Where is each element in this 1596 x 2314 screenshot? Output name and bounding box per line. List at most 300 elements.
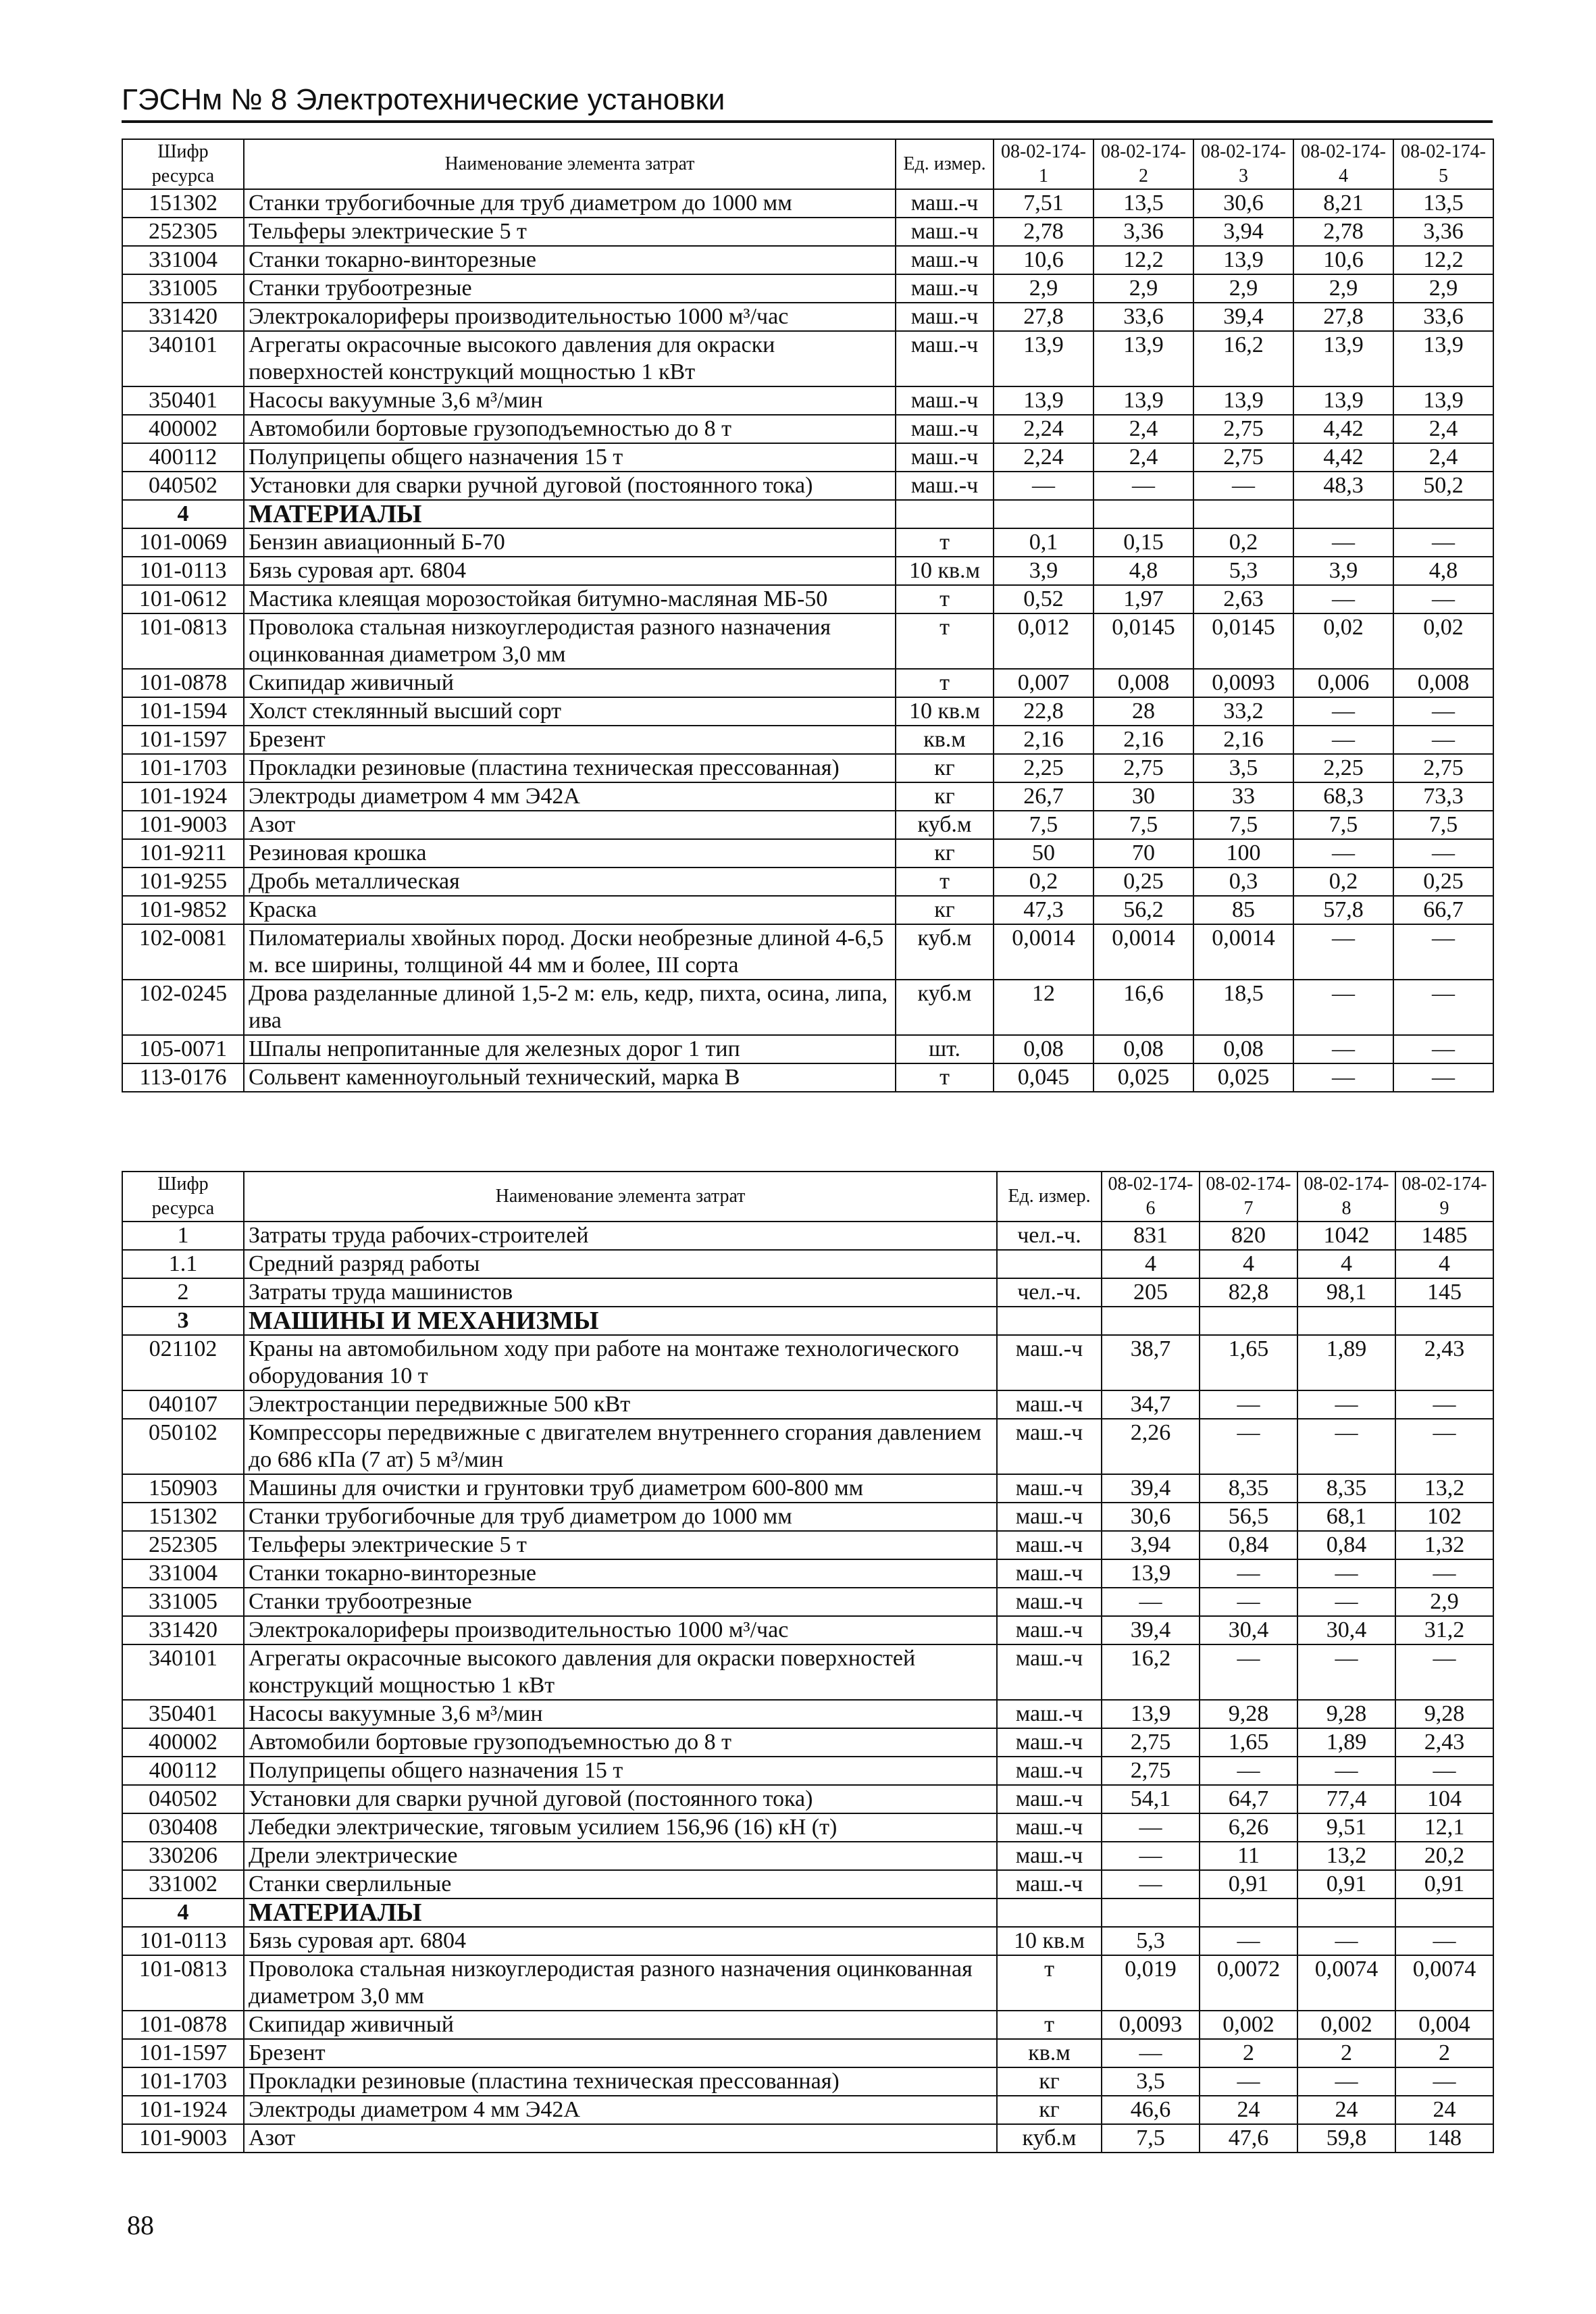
col-header-norm: 08-02-174-7 xyxy=(1200,1172,1297,1222)
resource-name-cell: Агрегаты окрасочные высокого давления для окраски поверхностей конструкций мощностью 1 кВт xyxy=(244,331,896,386)
resource-code-cell: 350401 xyxy=(122,1700,244,1728)
resource-code-cell: 331005 xyxy=(122,1588,244,1616)
unit-cell: маш.-ч xyxy=(997,1813,1102,1842)
norm-value-cell: — xyxy=(1293,1035,1393,1063)
resource-code-cell: 340101 xyxy=(122,331,244,386)
norm-value-cell: — xyxy=(1393,1063,1493,1092)
unit-cell: маш.-ч xyxy=(997,1785,1102,1813)
unit-cell xyxy=(997,1898,1102,1927)
norm-value-cell: 0,84 xyxy=(1200,1531,1297,1559)
norm-value-cell: 33 xyxy=(1193,782,1293,811)
norm-value-cell: 56,5 xyxy=(1200,1503,1297,1531)
norm-value-cell: 0,1 xyxy=(994,528,1093,557)
table-row xyxy=(122,1870,1493,1898)
unit-cell: кв.м xyxy=(997,2039,1102,2067)
table-row xyxy=(122,274,1493,303)
norm-value-cell: 22,8 xyxy=(994,697,1093,726)
norm-value-cell: 0,006 xyxy=(1293,669,1393,697)
col-header-code: Шифр ресурса xyxy=(122,1172,244,1222)
norm-value-cell: 13,9 xyxy=(1193,246,1293,274)
table-row xyxy=(122,585,1493,613)
resource-code-cell: 331004 xyxy=(122,1559,244,1588)
resource-name-cell: Скипидар живичный xyxy=(244,669,896,697)
col-header-norm: 08-02-174-4 xyxy=(1293,139,1393,189)
unit-cell: маш.-ч xyxy=(997,1588,1102,1616)
norm-value-cell: 104 xyxy=(1395,1785,1493,1813)
norm-value-cell: — xyxy=(1297,1390,1395,1419)
norm-value-cell: 145 xyxy=(1395,1278,1493,1307)
norm-value-cell: 7,5 xyxy=(1193,811,1293,839)
norm-value-cell: 3,5 xyxy=(1193,754,1293,782)
table-row xyxy=(122,867,1493,896)
norm-value-cell: 8,21 xyxy=(1293,189,1393,218)
resource-code-cell: 330206 xyxy=(122,1842,244,1870)
norm-value-cell: 0,025 xyxy=(1093,1063,1193,1092)
norm-value-cell: 50,2 xyxy=(1393,472,1493,500)
norm-value-cell: — xyxy=(1393,697,1493,726)
norm-value-cell xyxy=(1293,500,1393,528)
norm-value-cell: — xyxy=(1395,1927,1493,1955)
resource-name-cell: Станки трубогибочные для труб диаметром до 1000 мм xyxy=(244,1503,997,1531)
resource-code-cell: 101-9003 xyxy=(122,2124,244,2153)
norm-value-cell: 0,0074 xyxy=(1297,1955,1395,2011)
section-header-row xyxy=(122,500,1493,528)
norm-value-cell: 0,52 xyxy=(994,585,1093,613)
unit-cell: т xyxy=(997,2011,1102,2039)
resource-name-cell: Электроды диаметром 4 мм Э42А xyxy=(244,2096,997,2124)
norm-value-cell: — xyxy=(1297,1927,1395,1955)
resource-name-cell: Мастика клеящая морозостойкая битумно-масляная МБ-50 xyxy=(244,585,896,613)
norm-value-cell: 2,16 xyxy=(1193,726,1293,754)
resource-name-cell: Станки токарно-винторезные xyxy=(244,246,896,274)
norm-value-cell: 13,9 xyxy=(1102,1559,1200,1588)
norm-value-cell: 12,2 xyxy=(1393,246,1493,274)
norm-value-cell: — xyxy=(1102,1588,1200,1616)
norm-value-cell: 102 xyxy=(1395,1503,1493,1531)
resource-code-cell: 3 xyxy=(122,1307,244,1335)
norm-value-cell: 2,75 xyxy=(1093,754,1193,782)
col-header-norm: 08-02-174-9 xyxy=(1395,1172,1493,1222)
norm-value-cell: — xyxy=(1393,924,1493,980)
norm-value-cell: 2,75 xyxy=(1102,1757,1200,1785)
norm-value-cell: — xyxy=(1200,1559,1297,1588)
resource-code-cell: 151302 xyxy=(122,1503,244,1531)
resource-code-cell: 101-9003 xyxy=(122,811,244,839)
norm-value-cell: 16,2 xyxy=(1102,1644,1200,1700)
norm-value-cell: 85 xyxy=(1193,896,1293,924)
norm-value-cell: 34,7 xyxy=(1102,1390,1200,1419)
table-row xyxy=(122,1503,1493,1531)
resource-name-cell: Брезент xyxy=(244,2039,997,2067)
norm-value-cell xyxy=(994,500,1093,528)
norm-value-cell: 148 xyxy=(1395,2124,1493,2153)
norm-value-cell: — xyxy=(1293,924,1393,980)
table-row xyxy=(122,557,1493,585)
table-row xyxy=(122,839,1493,867)
norm-value-cell: 1485 xyxy=(1395,1222,1493,1250)
unit-cell: маш.-ч xyxy=(997,1700,1102,1728)
norm-value-cell: 0,08 xyxy=(1093,1035,1193,1063)
norm-value-cell: 2 xyxy=(1395,2039,1493,2067)
resource-code-cell: 021102 xyxy=(122,1335,244,1390)
resource-table-1 xyxy=(122,139,1494,1092)
norm-value-cell: 28 xyxy=(1093,697,1193,726)
resource-code-cell: 331004 xyxy=(122,246,244,274)
table-row xyxy=(122,896,1493,924)
col-header-norm: 08-02-174-2 xyxy=(1093,139,1193,189)
norm-value-cell: 4,42 xyxy=(1293,443,1393,472)
norm-value-cell: 46,6 xyxy=(1102,2096,1200,2124)
norm-value-cell: 13,9 xyxy=(1293,386,1393,415)
table-row xyxy=(122,1035,1493,1063)
norm-value-cell: 0,0014 xyxy=(1093,924,1193,980)
norm-value-cell: 4 xyxy=(1102,1250,1200,1278)
norm-value-cell: 0,0145 xyxy=(1093,613,1193,669)
resource-name-cell: Электроды диаметром 4 мм Э42А xyxy=(244,782,896,811)
norm-value-cell: 0,0093 xyxy=(1102,2011,1200,2039)
table-row xyxy=(122,697,1493,726)
resource-code-cell: 400112 xyxy=(122,1757,244,1785)
norm-value-cell: 2,4 xyxy=(1393,415,1493,443)
norm-value-cell: — xyxy=(1297,1419,1395,1474)
unit-cell: т xyxy=(896,585,994,613)
norm-value-cell: 0,025 xyxy=(1193,1063,1293,1092)
norm-value-cell: — xyxy=(1200,1390,1297,1419)
table-row xyxy=(122,1335,1493,1390)
norm-value-cell: — xyxy=(1200,1419,1297,1474)
col-header-name: Наименование элемента затрат xyxy=(244,139,896,189)
norm-value-cell: 0,007 xyxy=(994,669,1093,697)
norm-value-cell: 33,2 xyxy=(1193,697,1293,726)
unit-cell: маш.-ч xyxy=(896,303,994,331)
norm-value-cell: 0,045 xyxy=(994,1063,1093,1092)
unit-cell: кг xyxy=(896,782,994,811)
resource-name-cell: Машины для очистки и грунтовки труб диаметром 600-800 мм xyxy=(244,1474,997,1503)
norm-value-cell: 2 xyxy=(1200,2039,1297,2067)
norm-value-cell: 2,78 xyxy=(994,218,1093,246)
resource-name-cell: Компрессоры передвижные с двигателем внутреннего сгорания давлением до 686 кПа (7 ат) 5 м³/мин xyxy=(244,1419,997,1474)
norm-value-cell xyxy=(1297,1307,1395,1335)
unit-cell: маш.-ч xyxy=(896,415,994,443)
unit-cell: маш.-ч xyxy=(896,331,994,386)
resource-name-cell: Затраты труда рабочих-строителей xyxy=(244,1222,997,1250)
resource-code-cell: 101-9255 xyxy=(122,867,244,896)
norm-value-cell: 2,75 xyxy=(1193,443,1293,472)
resource-name-cell: Азот xyxy=(244,811,896,839)
norm-value-cell: 9,28 xyxy=(1395,1700,1493,1728)
resource-name-cell: Резиновая крошка xyxy=(244,839,896,867)
resource-name-cell: Автомобили бортовые грузоподъемностью до 8 т xyxy=(244,415,896,443)
table-row xyxy=(122,1278,1493,1307)
norm-value-cell: 70 xyxy=(1093,839,1193,867)
norm-value-cell: 1042 xyxy=(1297,1222,1395,1250)
norm-value-cell: — xyxy=(1393,528,1493,557)
table-row xyxy=(122,1419,1493,1474)
resource-name-cell: Дрова разделанные длиной 1,5-2 м: ель, кедр, пихта, осина, липа, ива xyxy=(244,980,896,1035)
norm-value-cell: 33,6 xyxy=(1093,303,1193,331)
norm-value-cell: 2,24 xyxy=(994,415,1093,443)
resource-code-cell: 331002 xyxy=(122,1870,244,1898)
table-row xyxy=(122,1588,1493,1616)
resource-code-cell: 101-0069 xyxy=(122,528,244,557)
unit-cell: маш.-ч xyxy=(997,1644,1102,1700)
norm-value-cell: 0,91 xyxy=(1395,1870,1493,1898)
norm-value-cell: 47,3 xyxy=(994,896,1093,924)
unit-cell xyxy=(997,1307,1102,1335)
norm-value-cell: — xyxy=(1393,1035,1493,1063)
norm-value-cell: 30 xyxy=(1093,782,1193,811)
resource-code-cell: 331420 xyxy=(122,303,244,331)
resource-name-cell: Полуприцепы общего назначения 15 т xyxy=(244,1757,997,1785)
norm-value-cell: 3,9 xyxy=(994,557,1093,585)
table-row xyxy=(122,1813,1493,1842)
norm-value-cell: 16,2 xyxy=(1193,331,1293,386)
norm-value-cell xyxy=(1193,500,1293,528)
resource-name-cell: Дрели электрические xyxy=(244,1842,997,1870)
table-row xyxy=(122,811,1493,839)
page-number: 88 xyxy=(127,2210,154,2240)
resource-name-cell: Насосы вакуумные 3,6 м³/мин xyxy=(244,1700,997,1728)
page-header xyxy=(122,80,1493,123)
norm-value-cell: 7,5 xyxy=(1093,811,1193,839)
norm-value-cell: — xyxy=(1293,726,1393,754)
norm-value-cell: 8,35 xyxy=(1200,1474,1297,1503)
norm-value-cell: 2,26 xyxy=(1102,1419,1200,1474)
resource-name-cell: Бязь суровая арт. 6804 xyxy=(244,1927,997,1955)
resource-name-cell: Прокладки резиновые (пластина техническая прессованная) xyxy=(244,2067,997,2096)
resource-name-cell: Станки токарно-винторезные xyxy=(244,1559,997,1588)
norm-value-cell: 0,0145 xyxy=(1193,613,1293,669)
norm-value-cell: 2,43 xyxy=(1395,1335,1493,1390)
resource-name-cell: Тельферы электрические 5 т xyxy=(244,218,896,246)
resource-code-cell: 105-0071 xyxy=(122,1035,244,1063)
norm-value-cell: 13,9 xyxy=(1193,386,1293,415)
resource-name-cell: Прокладки резиновые (пластина техническая прессованная) xyxy=(244,754,896,782)
norm-value-cell: 4 xyxy=(1297,1250,1395,1278)
norm-value-cell: 7,5 xyxy=(1293,811,1393,839)
resource-name-cell: Установки для сварки ручной дуговой (постоянного тока) xyxy=(244,1785,997,1813)
resource-code-cell: 101-0813 xyxy=(122,1955,244,2011)
table-row xyxy=(122,472,1493,500)
unit-cell xyxy=(997,1250,1102,1278)
norm-value-cell: 64,7 xyxy=(1200,1785,1297,1813)
norm-value-cell: 10,6 xyxy=(1293,246,1393,274)
norm-value-cell: 0,004 xyxy=(1395,2011,1493,2039)
norm-value-cell: 0,0093 xyxy=(1193,669,1293,697)
resource-name-cell: Пиломатериалы хвойных пород. Доски необрезные длиной 4-6,5 м. все ширины, толщиной 44 мм и более, III сорта xyxy=(244,924,896,980)
col-header-norm: 08-02-174-6 xyxy=(1102,1172,1200,1222)
unit-cell: маш.-ч xyxy=(997,1870,1102,1898)
section-header-row xyxy=(122,1307,1493,1335)
header-title: ГЭСНм № 8 Электротехнические установки xyxy=(122,83,725,116)
norm-value-cell: 3,94 xyxy=(1102,1531,1200,1559)
table-row xyxy=(122,613,1493,669)
norm-value-cell: — xyxy=(1297,2067,1395,2096)
unit-cell: маш.-ч xyxy=(997,1419,1102,1474)
norm-value-cell: 820 xyxy=(1200,1222,1297,1250)
norm-value-cell: 10,6 xyxy=(994,246,1093,274)
norm-value-cell: 0,008 xyxy=(1393,669,1493,697)
resource-name-cell: МАШИНЫ И МЕХАНИЗМЫ xyxy=(244,1307,997,1335)
norm-value-cell: — xyxy=(1193,472,1293,500)
norm-value-cell: 30,4 xyxy=(1297,1616,1395,1644)
norm-value-cell: — xyxy=(1200,1588,1297,1616)
resource-name-cell: Автомобили бортовые грузоподъемностью до 8 т xyxy=(244,1728,997,1757)
norm-value-cell: — xyxy=(1293,980,1393,1035)
norm-value-cell: — xyxy=(1393,726,1493,754)
norm-value-cell: 2,9 xyxy=(1293,274,1393,303)
norm-value-cell: — xyxy=(994,472,1093,500)
unit-cell: 10 кв.м xyxy=(896,557,994,585)
norm-value-cell: 2,16 xyxy=(1093,726,1193,754)
norm-value-cell: 4,8 xyxy=(1093,557,1193,585)
unit-cell xyxy=(896,500,994,528)
table-row xyxy=(122,528,1493,557)
unit-cell: кв.м xyxy=(896,726,994,754)
unit-cell: маш.-ч xyxy=(997,1503,1102,1531)
col-header-norm: 08-02-174-8 xyxy=(1297,1172,1395,1222)
table-header-row xyxy=(122,1172,1493,1222)
resource-name-cell: Станки трубоотрезные xyxy=(244,274,896,303)
norm-value-cell: 24 xyxy=(1200,2096,1297,2124)
unit-cell: маш.-ч xyxy=(997,1474,1102,1503)
table-row xyxy=(122,1222,1493,1250)
norm-value-cell: 3,5 xyxy=(1102,2067,1200,2096)
norm-value-cell: — xyxy=(1200,1644,1297,1700)
table-row xyxy=(122,754,1493,782)
norm-value-cell: 3,36 xyxy=(1093,218,1193,246)
table-row xyxy=(122,2039,1493,2067)
norm-value-cell: 3,36 xyxy=(1393,218,1493,246)
unit-cell: кг xyxy=(896,896,994,924)
unit-cell: 10 кв.м xyxy=(896,697,994,726)
table-row xyxy=(122,1390,1493,1419)
norm-value-cell: 2,25 xyxy=(994,754,1093,782)
norm-value-cell: 13,2 xyxy=(1297,1842,1395,1870)
norm-value-cell: 73,3 xyxy=(1393,782,1493,811)
resource-code-cell: 350401 xyxy=(122,386,244,415)
resource-name-cell: МАТЕРИАЛЫ xyxy=(244,1898,997,1927)
resource-name-cell: Сольвент каменноугольный технический, марка В xyxy=(244,1063,896,1092)
table-row xyxy=(122,1559,1493,1588)
norm-value-cell: — xyxy=(1297,1644,1395,1700)
col-header-unit: Ед. измер. xyxy=(896,139,994,189)
norm-value-cell: 1,32 xyxy=(1395,1531,1493,1559)
norm-value-cell: — xyxy=(1297,1588,1395,1616)
norm-value-cell xyxy=(1395,1307,1493,1335)
col-header-norm: 08-02-174-1 xyxy=(994,139,1093,189)
norm-value-cell: 7,5 xyxy=(1102,2124,1200,2153)
norm-value-cell: 13,2 xyxy=(1395,1474,1493,1503)
norm-value-cell: 7,5 xyxy=(994,811,1093,839)
norm-value-cell: 1,89 xyxy=(1297,1335,1395,1390)
norm-value-cell: 8,35 xyxy=(1297,1474,1395,1503)
norm-value-cell: 7,5 xyxy=(1393,811,1493,839)
table-row xyxy=(122,415,1493,443)
norm-value-cell: — xyxy=(1395,1390,1493,1419)
norm-value-cell: 4,8 xyxy=(1393,557,1493,585)
table-row xyxy=(122,1616,1493,1644)
table-row xyxy=(122,1063,1493,1092)
norm-value-cell: 4 xyxy=(1200,1250,1297,1278)
unit-cell: маш.-ч xyxy=(997,1757,1102,1785)
resource-name-cell: Дробь металлическая xyxy=(244,867,896,896)
resource-name-cell: Электрокалориферы производительностью 1000 м³/час xyxy=(244,1616,997,1644)
resource-code-cell: 150903 xyxy=(122,1474,244,1503)
resource-name-cell: Насосы вакуумные 3,6 м³/мин xyxy=(244,386,896,415)
unit-cell: куб.м xyxy=(997,2124,1102,2153)
norm-value-cell: — xyxy=(1393,839,1493,867)
norm-value-cell: 1,65 xyxy=(1200,1335,1297,1390)
unit-cell: 10 кв.м xyxy=(997,1927,1102,1955)
table-row xyxy=(122,303,1493,331)
norm-value-cell: 13,9 xyxy=(1102,1700,1200,1728)
table-row xyxy=(122,1785,1493,1813)
norm-value-cell: 2,24 xyxy=(994,443,1093,472)
resource-code-cell: 400002 xyxy=(122,1728,244,1757)
norm-value-cell xyxy=(1102,1307,1200,1335)
resource-code-cell: 331420 xyxy=(122,1616,244,1644)
norm-value-cell: — xyxy=(1395,2067,1493,2096)
resource-code-cell: 040502 xyxy=(122,472,244,500)
norm-value-cell: 2,9 xyxy=(994,274,1093,303)
unit-cell: маш.-ч xyxy=(896,274,994,303)
unit-cell: т xyxy=(896,528,994,557)
norm-value-cell: 20,2 xyxy=(1395,1842,1493,1870)
resource-code-cell: 1 xyxy=(122,1222,244,1250)
norm-value-cell: 2,78 xyxy=(1293,218,1393,246)
resource-code-cell: 101-9852 xyxy=(122,896,244,924)
norm-value-cell: 2,9 xyxy=(1395,1588,1493,1616)
table-row xyxy=(122,2011,1493,2039)
norm-value-cell xyxy=(1393,500,1493,528)
table-row xyxy=(122,189,1493,218)
resource-name-cell: Электростанции передвижные 500 кВт xyxy=(244,1390,997,1419)
norm-value-cell: 12,2 xyxy=(1093,246,1193,274)
norm-value-cell: 57,8 xyxy=(1293,896,1393,924)
norm-value-cell: 2,16 xyxy=(994,726,1093,754)
table-row xyxy=(122,1700,1493,1728)
norm-value-cell: 0,002 xyxy=(1200,2011,1297,2039)
norm-value-cell: 11 xyxy=(1200,1842,1297,1870)
resource-code-cell: 400002 xyxy=(122,415,244,443)
norm-value-cell: 39,4 xyxy=(1102,1474,1200,1503)
norm-value-cell: 3,94 xyxy=(1193,218,1293,246)
norm-value-cell: 5,3 xyxy=(1102,1927,1200,1955)
norm-value-cell: 4 xyxy=(1395,1250,1493,1278)
norm-value-cell: 4,42 xyxy=(1293,415,1393,443)
norm-value-cell xyxy=(1200,1898,1297,1927)
unit-cell: кг xyxy=(997,2067,1102,2096)
norm-value-cell xyxy=(1102,1898,1200,1927)
resource-table-2 xyxy=(122,1171,1494,2153)
resource-name-cell: Станки сверлильные xyxy=(244,1870,997,1898)
table-row xyxy=(122,1531,1493,1559)
resource-code-cell: 101-1597 xyxy=(122,726,244,754)
norm-value-cell: 0,08 xyxy=(994,1035,1093,1063)
norm-value-cell: 30,4 xyxy=(1200,1616,1297,1644)
norm-value-cell: — xyxy=(1393,980,1493,1035)
norm-value-cell: 48,3 xyxy=(1293,472,1393,500)
norm-value-cell xyxy=(1093,500,1193,528)
table-row xyxy=(122,1955,1493,2011)
table-row xyxy=(122,331,1493,386)
unit-cell: маш.-ч xyxy=(896,218,994,246)
col-header-norm: 08-02-174-3 xyxy=(1193,139,1293,189)
table-row xyxy=(122,726,1493,754)
resource-code-cell: 4 xyxy=(122,500,244,528)
norm-value-cell: 6,26 xyxy=(1200,1813,1297,1842)
